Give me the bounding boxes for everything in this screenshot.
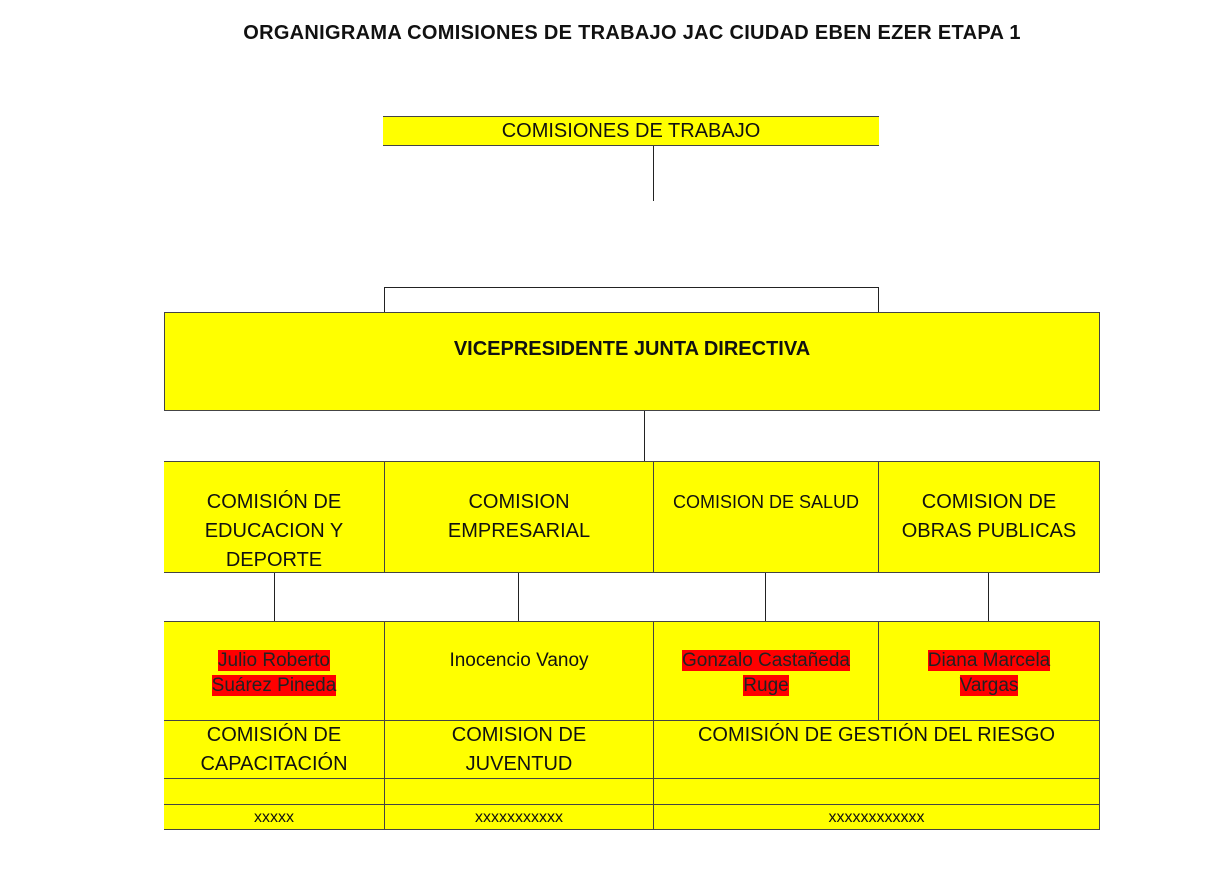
- member-name-line1: Inocencio Vanoy: [449, 650, 589, 671]
- root-box: [383, 116, 879, 146]
- placeholder-text: xxxxxxxxxxxx: [828, 809, 925, 826]
- member-name-line1: Gonzalo Castañeda: [682, 650, 850, 671]
- vice-box: [164, 312, 1100, 411]
- connector-vice-down: [644, 411, 645, 462]
- member-name-line2: Suárez Pineda: [211, 675, 337, 696]
- connector-business-down: [518, 573, 519, 622]
- empty-cell: [385, 778, 654, 804]
- lower-commission-label: COMISIÓN DE GESTIÓN DEL RIESGO: [697, 724, 1056, 746]
- lower-commission-box-risk: [654, 720, 1100, 778]
- placeholder-text: xxxxx: [254, 809, 294, 826]
- member-name-line1: Diana Marcela: [927, 650, 1051, 671]
- page-title: ORGANIGRAMA COMISIONES DE TRABAJO JAC CIUDAD EBEN EZER ETAPA 1: [243, 22, 1021, 44]
- lower-commission-label: COMISION DE JUVENTUD: [451, 724, 587, 775]
- lower-commission-label: COMISIÓN DE CAPACITACIÓN: [200, 724, 348, 775]
- member-box: [385, 621, 654, 720]
- connector-bracket-right: [878, 287, 879, 313]
- member-box: [654, 621, 879, 720]
- vice-label: VICEPRESIDENTE JUNTA DIRECTIVA: [453, 338, 811, 360]
- member-box: [879, 621, 1100, 720]
- connector-public-works-down: [988, 573, 989, 622]
- lower-commission-box-youth: [385, 720, 654, 778]
- commission-box-business: [385, 461, 654, 573]
- placeholder-cell: [164, 804, 385, 830]
- connector-education-down: [274, 573, 275, 622]
- root-label: COMISIONES DE TRABAJO: [501, 120, 761, 142]
- commission-box-education: [164, 461, 385, 573]
- commission-label: COMISIÓN DE EDUCACION Y DEPORTE: [204, 491, 344, 571]
- commission-label: COMISION DE OBRAS PUBLICAS: [901, 491, 1077, 542]
- member-name-line2: Ruge: [743, 675, 789, 696]
- empty-cell: [164, 778, 385, 804]
- commission-label: COMISION DE SALUD: [672, 492, 860, 512]
- commission-box-health: [654, 461, 879, 573]
- member-name-line1: Julio Roberto: [218, 650, 330, 671]
- lower-commission-box-training: [164, 720, 385, 778]
- connector-health-down: [765, 573, 766, 622]
- placeholder-cell: [654, 804, 1100, 830]
- connector-bracket-top: [384, 287, 879, 288]
- placeholder-cell: [385, 804, 654, 830]
- commission-box-public-works: [879, 461, 1100, 573]
- connector-root-down: [653, 146, 654, 201]
- empty-cell: [654, 778, 1100, 804]
- connector-bracket-left: [384, 287, 385, 313]
- member-name-line2: Vargas: [959, 675, 1019, 696]
- placeholder-text: xxxxxxxxxxx: [475, 809, 563, 826]
- commission-label: COMISION EMPRESARIAL: [447, 491, 591, 542]
- member-box: [164, 621, 385, 720]
